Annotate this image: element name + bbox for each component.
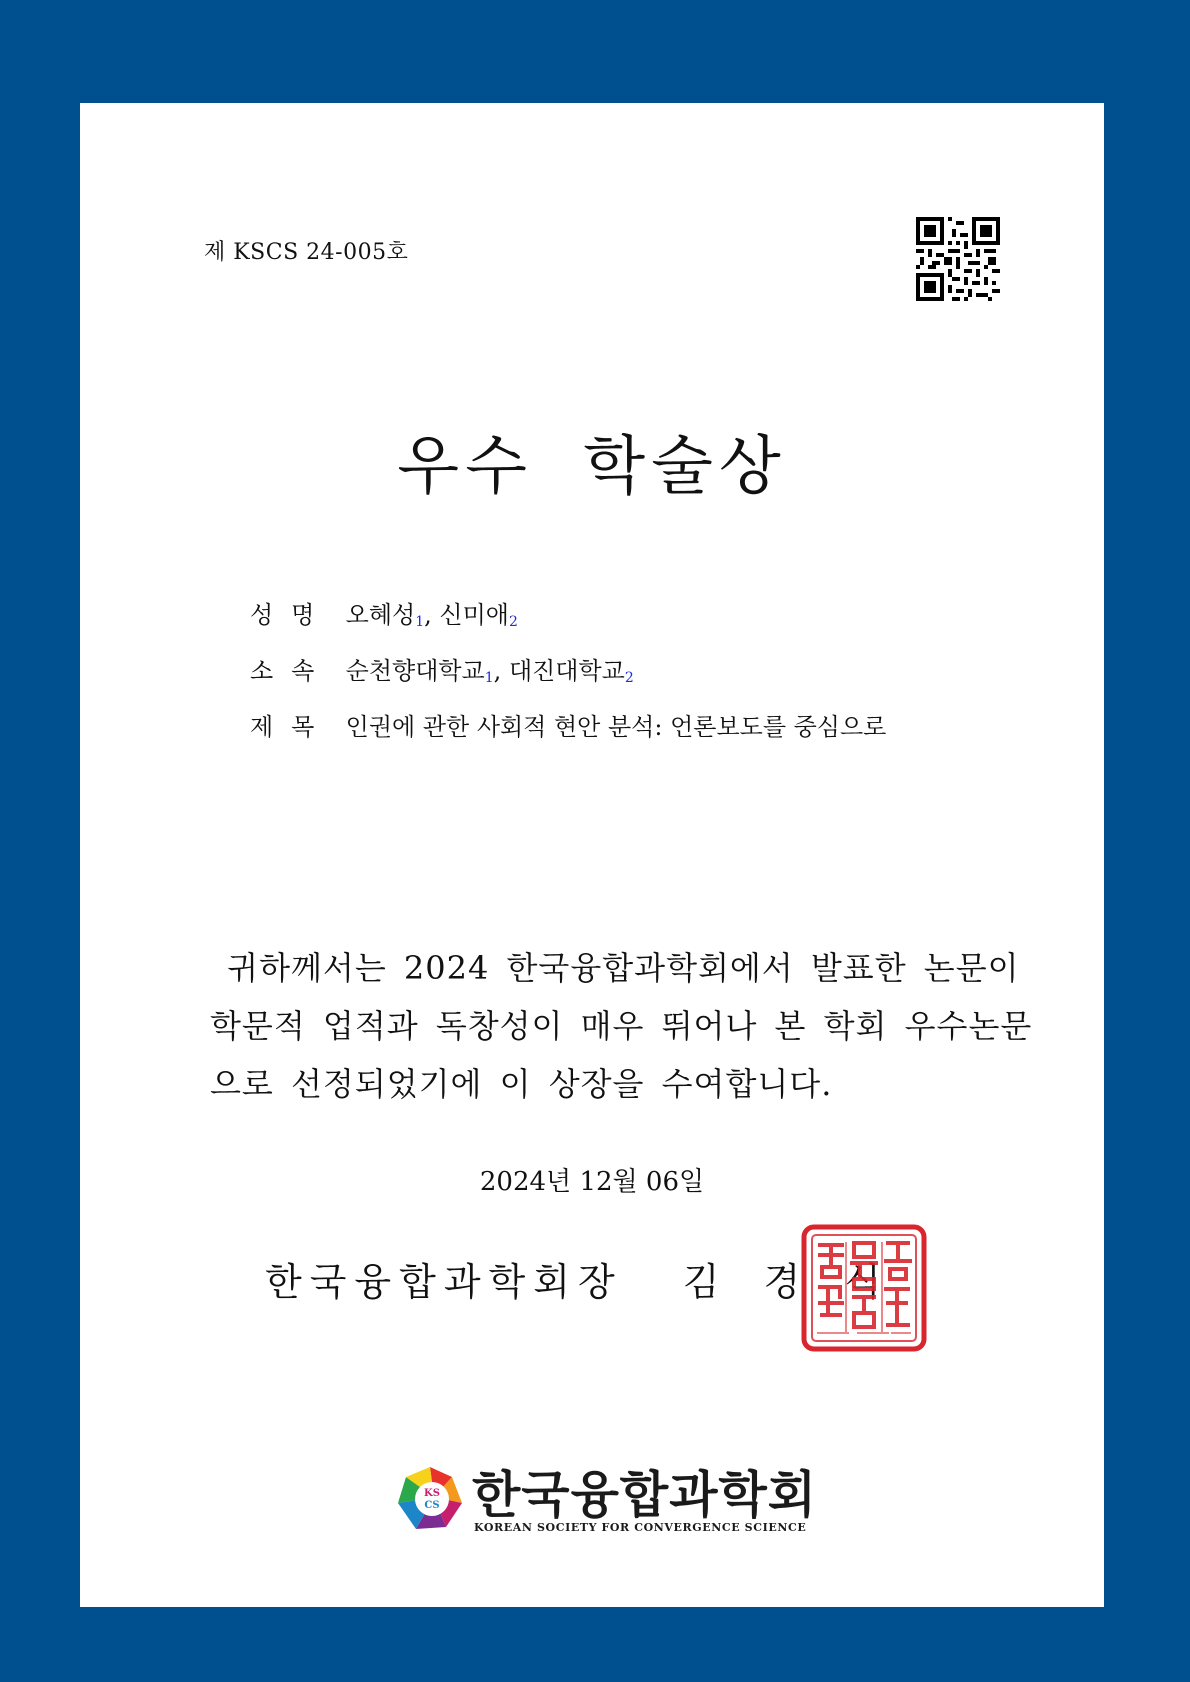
qr-code-icon [916, 217, 1000, 301]
info-value-title: 인권에 관한 사회적 현안 분석: 언론보도를 중심으로 [345, 713, 887, 741]
society-logo [394, 1455, 818, 1545]
info-value-affiliation: 순천향대학교$_1$, 대진대학교$_2$ [345, 657, 634, 686]
statement-line: 귀하께서는 2024 한국융합과학회에서 발표한 논문이 [210, 949, 1020, 987]
statement-line: 학문적 업적과 독창성이 매우 뛰어나 본 학회 우수논문 [210, 1007, 1033, 1045]
recipient-info [250, 587, 886, 755]
signatory-position: 한국융합과학회장 [265, 1260, 623, 1304]
certificate-number: 제 KSCS 24-005호 [204, 240, 409, 265]
info-label-affiliation: 소속 [250, 657, 333, 685]
seal-stamp-icon [800, 1223, 928, 1353]
certificate-sheet [80, 103, 1104, 1607]
info-row-title [250, 699, 886, 755]
society-name-korean: 한국융합과학회 [472, 1466, 818, 1524]
society-name-english: KOREAN SOCIETY FOR CONVERGENCE SCIENCE [474, 1521, 807, 1534]
award-statement [210, 939, 1110, 1113]
info-row-name [250, 587, 886, 643]
award-title: 우수 학술상 [397, 430, 787, 504]
signatory-name: 김경식 [682, 1260, 925, 1304]
info-row-affiliation [250, 643, 886, 699]
info-label-name: 성명 [250, 601, 333, 629]
kscs-logo-icon [394, 1463, 466, 1535]
info-label-title: 제목 [250, 713, 333, 741]
info-value-name: 오혜성$_1$, 신미애$_2$ [345, 601, 518, 630]
svg-text:CS: CS [424, 1500, 440, 1511]
svg-text:KS: KS [424, 1488, 440, 1499]
award-date: 2024년 12월 06일 [479, 1167, 705, 1197]
statement-line: 으로 선정되었기에 이 상장을 수여합니다. [210, 1065, 833, 1103]
